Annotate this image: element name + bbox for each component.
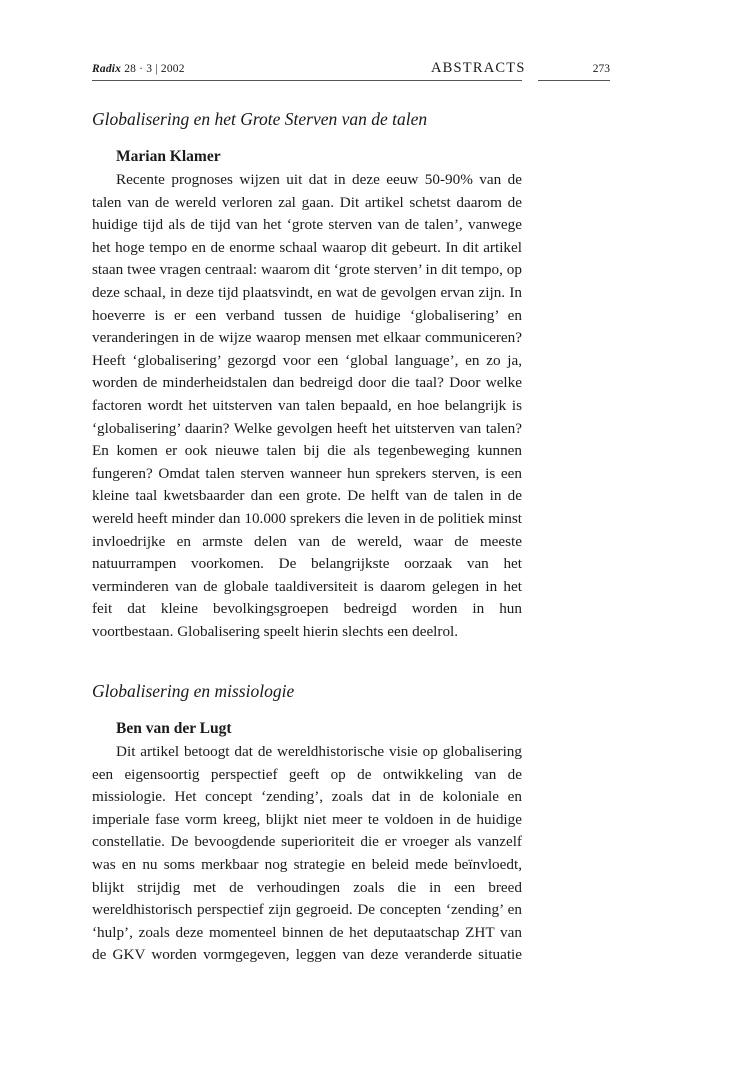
journal-issue: 28 · 3 | 2002 bbox=[124, 63, 185, 75]
running-header bbox=[92, 60, 610, 80]
article-abstract-2 bbox=[92, 741, 522, 967]
header-rule-left bbox=[92, 80, 522, 81]
article-author-1: Marian Klamer bbox=[116, 148, 221, 165]
header-rule-right bbox=[538, 80, 610, 81]
article-title-2: Globalisering en missiologie bbox=[92, 681, 295, 701]
article-abstract-1 bbox=[92, 169, 522, 643]
journal-citation bbox=[92, 63, 185, 75]
article-author-2: Ben van der Lugt bbox=[116, 720, 232, 737]
abstract-paragraph-1: Recente prognoses wijzen uit dat in deze eeuw 50-90% van de talen van de wereld verloren zal gaan. Dit artikel schetst daarom de huidige tijd als de tijd van het ‘grote sterven van de talen’, vanwege het hoge tempo en de enorme schaal waarop dit gebeurt. In dit artikel staan twee vragen centraal: waarom dit ‘grote sterven’ in dit tempo, op deze schaal, in deze tijd plaatsvindt, en wat de gevolgen ervan zijn. In hoeverre is er een verband tussen de huidige ‘globalisering’ en veranderingen in de wijze waarop mensen met elkaar communiceren? Heeft ‘globalisering’ gezorgd voor een ‘global language’, en zo ja, worden de minderheidstalen dan bedreigd door die taal? Door welke factoren wordt het uitsterven van talen bepaald, en hoe belangrijk is ‘globalisering’ daarin? Welke gevolgen heeft het uitsterven van talen? En komen er ook nieuwe talen bij die als tegenbeweging kunnen fungeren? Omdat talen sterven wanneer hun sprekers sterven, is een kleine taal kwetsbaarder dan een grote. De helft van de talen in de wereld heeft minder dan 10.000 sprekers die leven in de politiek minst invloedrijke en armste delen van de wereld, waar de meeste natuurrampen voorkomen. De belangrijkste oorzaak van het verminderen van de globale taaldiversiteit is daarom gelegen in het feit dat kleine bevolkingsgroepen bedreigd worden in hun voortbestaan. Globalisering speelt hierin slechts een deelrol. bbox=[92, 171, 522, 640]
section-title: ABSTRACTS bbox=[431, 60, 526, 76]
article-title-1: Globalisering en het Grote Sterven van de talen bbox=[92, 109, 428, 129]
abstract-paragraph-2: Dit artikel betoogt dat de wereldhistorische visie op globalisering een eigensoortig perspectief geeft op de ontwikkeling van de missiologie. Het concept ‘zending’, zoals dat in de koloniale en imperiale fase vorm kreeg, blijkt niet meer te voldoen in de huidige constellatie. De bevoogdende superioriteit die er vroeger als vanzelf was en nu soms merkbaar nog strategie en beleid mede beïnvloedt, blijkt strijdig met de verhoudingen zoals die in een breed wereldhistorisch perspectief zijn gegroeid. De concepten ‘zending’ en ‘hulp’, zoals deze momenteel binnen de het deputaatschap ZHT van de GKV worden vormgegeven, leggen van deze veranderde situatie bbox=[92, 743, 522, 964]
journal-name: Radix bbox=[92, 63, 122, 75]
page-number: 273 bbox=[592, 63, 610, 75]
